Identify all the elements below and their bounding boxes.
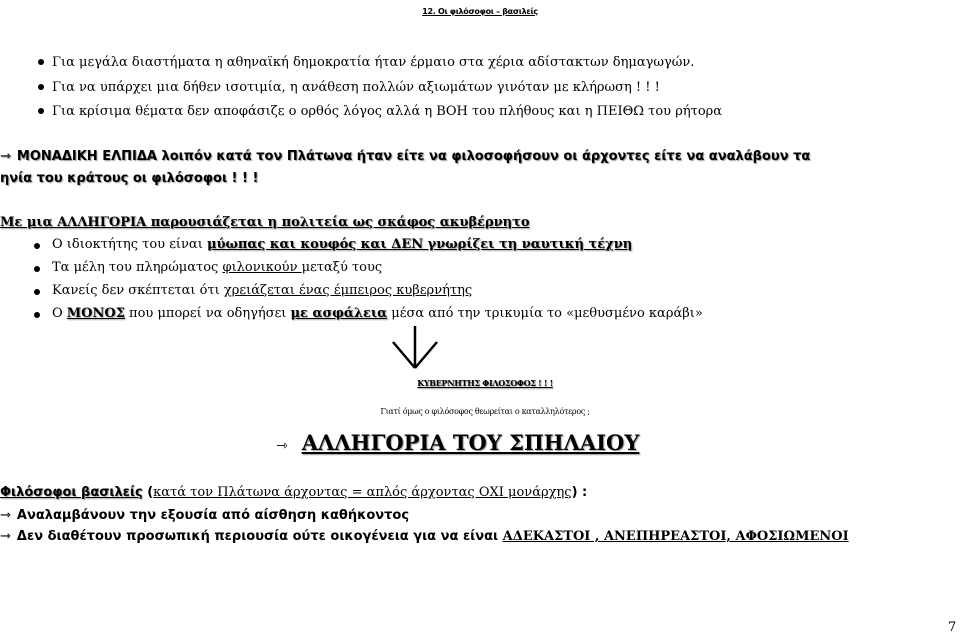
down-arrow-icon: [390, 324, 440, 370]
page-number: 7: [948, 620, 957, 635]
bullet-dot: [34, 266, 40, 272]
paren-open: (: [142, 485, 154, 500]
arrow-right-icon: ⇾: [0, 529, 11, 544]
safely-emphasis: με ασφάλεια: [290, 306, 388, 321]
arrow-right-icon: ⇾: [0, 149, 11, 164]
unique-hope-line-1: [0, 148, 810, 166]
bullet-dot: [38, 108, 44, 114]
only-one-pre: Ο: [52, 306, 67, 321]
ship-allegory-heading: Με μια ΑΛΛΗΓΟΡΙΑ παρουσιάζεται η πολιτεία ως σκάφος ακυβέρνητο: [0, 215, 530, 230]
no-property-text: Δεν διαθέτουν προσωπική περιουσία ούτε οικογένεια για να είναι: [16, 529, 503, 544]
duty-text: Αναλαμβάνουν την εξουσία από αίσθηση καθήκοντος: [16, 508, 410, 523]
only-one-mid: που μπορεί να οδηγήσει: [124, 306, 291, 321]
intro-bullet-3: Για κρίσιμα θέματα δεν αποφάσιζε ο ορθός λόγος αλλά η ΒΟΗ του πλήθους και η ΠΕΙΘΩ του ρήτορα: [52, 104, 723, 119]
intro-bullet-1: Για μεγάλα διαστήματα η αθηναϊκή δημοκρατία ήταν έρμαιο στα χέρια αδίστακτων δημαγωγών.: [52, 55, 695, 70]
cave-allegory-line: [276, 430, 639, 459]
bullet-dot: [38, 59, 44, 65]
incorruptible-list: ΑΔΕΚΑΣΤΟΙ , ΑΝΕΠΗΡΕΑΣΤΟΙ, ΑΦΟΣΙΩΜΕΝΟΙ: [502, 529, 849, 544]
paren-close: ) :: [571, 485, 588, 500]
cave-allegory-heading: ΑΛΛΗΓΟΡΙΑ ΤΟΥ ΣΠΗΛΑΙΟΥ: [301, 430, 640, 455]
no-property-line: [0, 528, 849, 546]
crew-tail: μεταξύ τους: [301, 260, 383, 275]
ship-owner-label: Ο ιδιοκτήτης του είναι: [52, 237, 207, 252]
only-one-post: μέσα από την τρικυμία το «μεθυσμένο καράβι»: [387, 306, 703, 321]
only-one-emphasis: ΜΟΝΟΣ: [66, 306, 125, 321]
philosopher-kings-note: κατά τον Πλάτωνα άρχοντας = απλός άρχοντας ΟΧΙ μονάρχης: [153, 485, 572, 500]
bullet-dot: [34, 243, 40, 249]
bullet-dot: [38, 84, 44, 90]
bullet-dot: [34, 312, 40, 318]
philosopher-kings-label: Φιλόσοφοι βασιλείς: [0, 485, 143, 500]
bullet-dot: [34, 289, 40, 295]
philosopher-kings-line: [0, 484, 587, 502]
ship-bullet-owner: [52, 236, 632, 254]
why-philosopher-question: Γιατί όμως ο φιλόσοφος θεωρείται ο καταλληλότερος ;: [380, 407, 590, 416]
arrow-right-icon: ⇾: [0, 508, 11, 523]
ship-owner-description: μύωπας και κουφός και ΔΕΝ γνωρίζει τη ναυτική τέχνη: [206, 237, 633, 252]
unique-hope-line-2: ηνία του κράτους οι φιλόσοφοι ! ! !: [0, 171, 259, 186]
captain-needed: χρειάζεται ένας έμπειρος κυβερνήτης: [223, 283, 473, 298]
crew-quarrel: φιλονικούν: [222, 260, 302, 275]
captain-label: Κανείς δεν σκέπτεται ότι: [52, 283, 224, 298]
ship-bullet-captain: [52, 282, 472, 300]
duty-line: [0, 507, 409, 525]
page-title: 12. Οι φιλόσοφοι – βασιλείς: [422, 7, 538, 16]
crew-label: Τα μέλη του πληρώματος: [52, 260, 223, 275]
unique-hope-text-1: ΜΟΝΑΔΙΚΗ ΕΛΠΙΔΑ λοιπόν κατά τον Πλάτωνα ήταν είτε να φιλοσοφήσουν οι άρχοντες είτε να αναλάβουν τα: [16, 149, 811, 164]
intro-bullet-2: Για να υπάρχει μια δήθεν ισοτιμία, η ανάθεση πολλών αξιωμάτων γινόταν με κλήρωση ! ! !: [52, 80, 660, 95]
philosopher-helmsman-heading: ΚΥΒΕΡΝΗΤΗΣ ΦΙΛΟΣΟΦΟΣ ! ! !: [417, 378, 553, 388]
ship-bullet-only-one: [52, 305, 703, 323]
arrow-right-icon: ⇾: [276, 438, 288, 454]
ship-bullet-crew: [52, 259, 382, 277]
